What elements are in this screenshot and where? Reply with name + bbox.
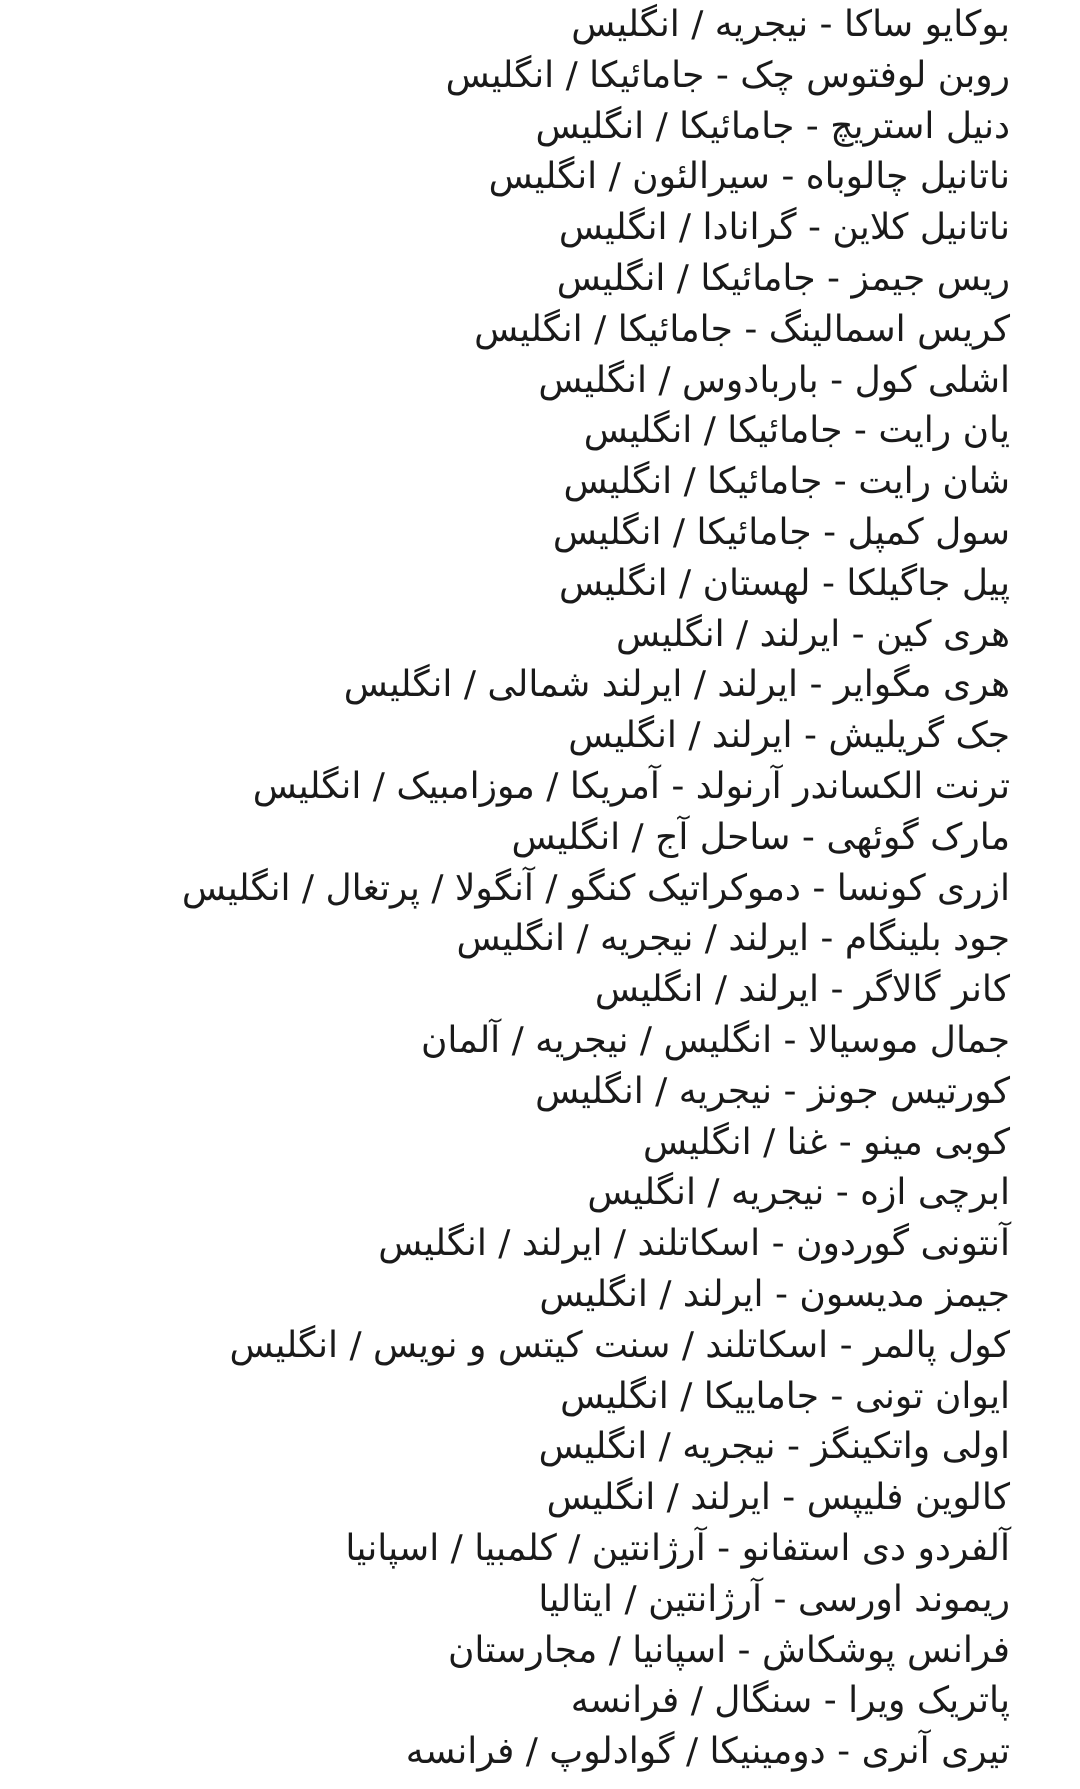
- list-item: کالوین فلیپس - ایرلند / انگلیس: [546, 1477, 1010, 1519]
- list-item: اولی واتکینگز - نیجریه / انگلیس: [538, 1426, 1010, 1468]
- list-item: جود بلینگام - ایرلند / نیجریه / انگلیس: [456, 918, 1010, 960]
- list-item: ایوان تونی - جاماییکا / انگلیس: [560, 1375, 1010, 1417]
- list-item: کریس اسمالینگ - جامائیکا / انگلیس: [474, 308, 1010, 350]
- list-item: یان رایت - جامائیکا / انگلیس: [583, 410, 1010, 452]
- list-item: مارک گوئهی - ساحل آج / انگلیس: [511, 816, 1010, 858]
- list-item: ترنت الکساندر آرنولد - آمریکا / موزامبیک / انگلیس: [252, 765, 1010, 807]
- list-item: کوبی مینو - غنا / انگلیس: [643, 1121, 1010, 1163]
- list-item: ناتانیل چالوباه - سیرالئون / انگلیس: [488, 156, 1010, 198]
- list-item: آلفردو دی استفانو - آرژانتین / کلمبیا / اسپانیا: [345, 1527, 1010, 1569]
- list-item: ناتانیل کلاین - گرانادا / انگلیس: [558, 207, 1010, 249]
- list-item: ابرچی ازه - نیجریه / انگلیس: [587, 1172, 1010, 1214]
- list-item: شان رایت - جامائیکا / انگلیس: [563, 461, 1010, 503]
- list-item: بوکایو ساکا - نیجریه / انگلیس: [571, 4, 1010, 45]
- list-item: اشلی کول - باربادوس / انگلیس: [538, 359, 1010, 401]
- list-item: فرانس پوشکاش - اسپانیا / مجارستان: [447, 1629, 1010, 1671]
- list-item: جک گریلیش - ایرلند / انگلیس: [568, 715, 1010, 757]
- list-item: کانر گالاگر - ایرلند / انگلیس: [594, 969, 1010, 1011]
- list-item: پیل جاگیلکا - لهستان / انگلیس: [558, 562, 1010, 604]
- list-item: کول پالمر - اسکاتلند / سنت کیتس و نویس / انگلیس: [229, 1324, 1010, 1366]
- list-item: دنیل استریچ - جامائیکا / انگلیس: [535, 105, 1010, 147]
- list-item: ازری کونسا - دموکراتیک کنگو / آنگولا / پرتغال / انگلیس: [181, 867, 1010, 909]
- list-item: تیری آنری - دومینیکا / گوادلوپ / فرانسه: [405, 1731, 1010, 1773]
- player-nationality-list: [10, 0, 1010, 1778]
- list-item: هری مگوایر - ایرلند / ایرلند شمالی / انگلیس: [343, 664, 1010, 706]
- list-item: جمال موسیالا - انگلیس / نیجریه / آلمان: [420, 1019, 1010, 1061]
- list-item: روبن لوفتوس چک - جامائیکا / انگلیس: [445, 54, 1010, 96]
- list-item: آنتونی گوردون - اسکاتلند / ایرلند / انگلیس: [378, 1223, 1010, 1265]
- list-item: جیمز مدیسون - ایرلند / انگلیس: [539, 1273, 1010, 1315]
- list-item: ریس جیمز - جامائیکا / انگلیس: [556, 257, 1010, 299]
- list-item: کورتیس جونز - نیجریه / انگلیس: [535, 1070, 1010, 1112]
- list-item: پاتریک ویرا - سنگال / فرانسه: [570, 1680, 1010, 1722]
- list-item: هری کین - ایرلند / انگلیس: [616, 613, 1010, 655]
- list-item: سول کمپل - جامائیکا / انگلیس: [552, 511, 1010, 553]
- list-item: ریموند اورسی - آرژانتین / ایتالیا: [538, 1578, 1010, 1620]
